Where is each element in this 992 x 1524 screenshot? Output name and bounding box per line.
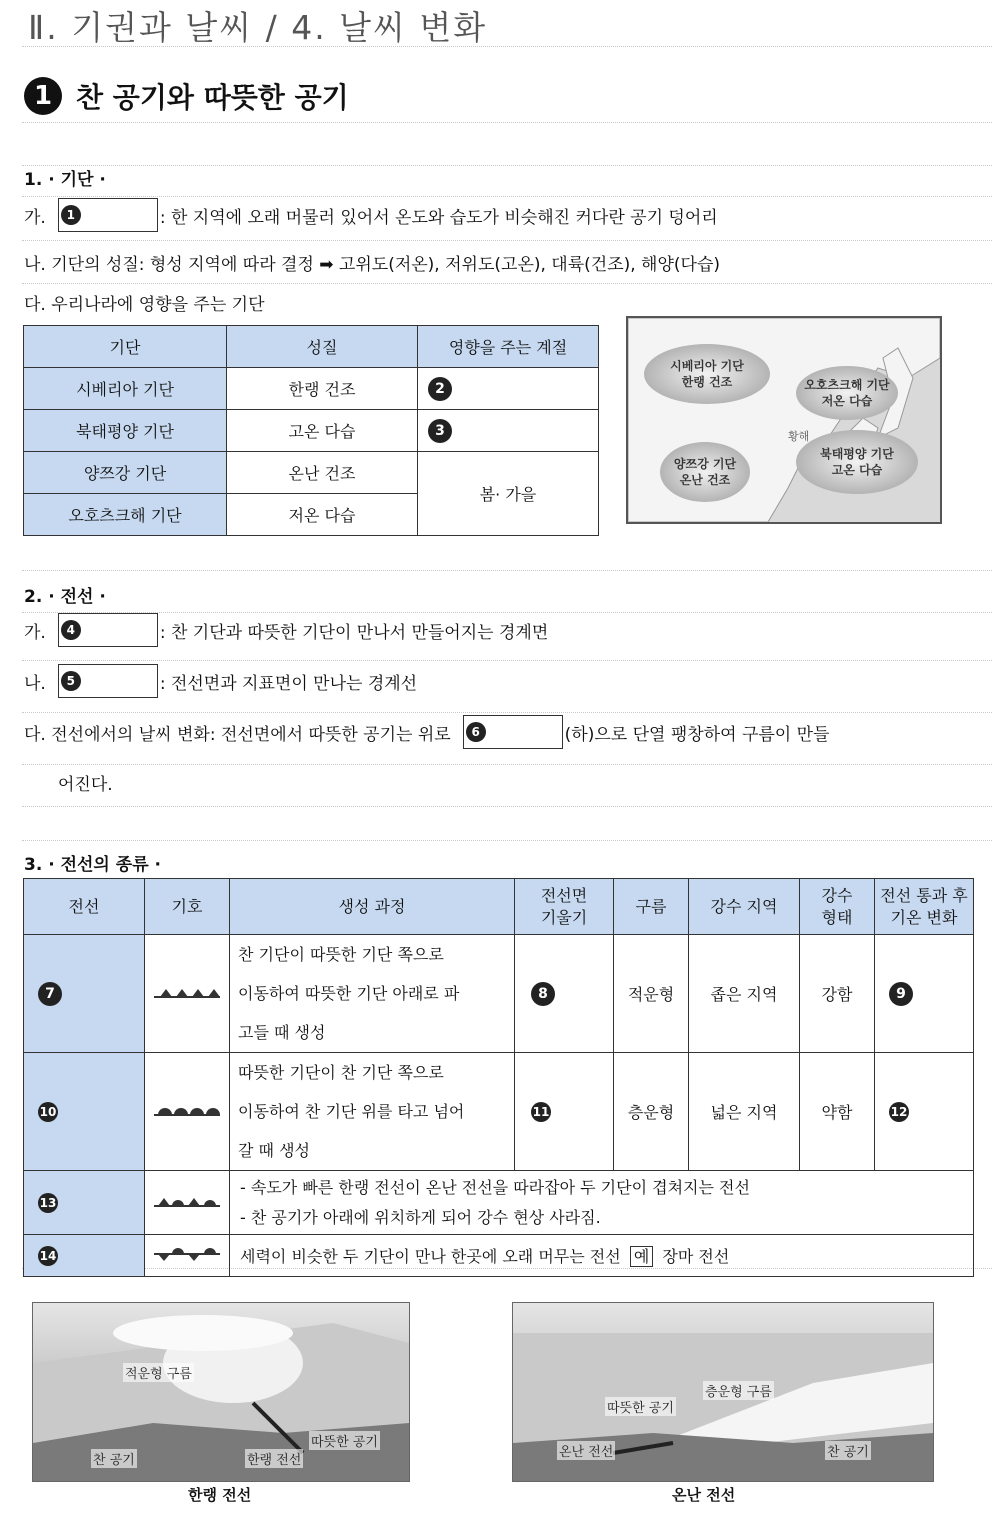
warm-form: 약함 (800, 1053, 875, 1171)
line-a-text: : 한 지역에 오래 머물러 있어서 온도와 습도가 비슷해진 커다란 공기 덩어리 (159, 207, 718, 228)
th-slope (515, 879, 614, 935)
th-form-2: 형태 (821, 907, 853, 927)
cold-front-line-label: 한랭 전선 (245, 1449, 303, 1468)
blank-number-4: 4 (61, 620, 81, 640)
cold-process-line2: 이동하여 따뜻한 기단 아래로 파 (238, 984, 460, 1003)
th-temp (875, 879, 974, 935)
blank-number-12: 12 (889, 1102, 909, 1122)
cold-process-line1: 찬 기단이 따뜻한 기단 쪽으로 (238, 945, 444, 964)
cold-air-label: 찬 공기 (91, 1449, 137, 1468)
air-mass-table (23, 325, 599, 536)
blank-number-7: 7 (38, 982, 62, 1006)
front-occluded-cell[interactable] (24, 1171, 145, 1235)
section2-title: 2. · 전선 · (24, 587, 106, 607)
warm-front-caption: 온난 전선 (672, 1486, 736, 1504)
section1-line-a (24, 198, 718, 232)
airmass-siberia: 시베리아 기단 (24, 368, 227, 410)
section2-line-c (24, 715, 829, 749)
th-form (800, 879, 875, 935)
th-temp-1: 전선 통과 후 (880, 885, 968, 905)
warm-air-label: 따뜻한 공기 (605, 1397, 676, 1416)
warm-cloud-label: 층운형 구름 (703, 1381, 774, 1400)
pacific-prop: 고온 다습 (831, 463, 883, 477)
front-types-table (23, 878, 974, 1277)
warm-front-process (230, 1053, 515, 1171)
siberia-label: 시베리아 기단 (670, 359, 744, 373)
air-mass-map (626, 316, 942, 524)
cold-cloud: 적운형 (614, 935, 689, 1053)
warm-front-icon (152, 1103, 222, 1117)
blank-number-9: 9 (889, 982, 913, 1006)
th-temp-2: 기온 변화 (890, 907, 958, 927)
cold-front-icon (152, 985, 222, 999)
th-airmass: 기단 (24, 326, 227, 368)
occluded-front-desc (230, 1171, 974, 1235)
th-season: 영향을 주는 계절 (418, 326, 599, 368)
th-cloud: 구름 (614, 879, 689, 935)
cold-front-process (230, 935, 515, 1053)
line-2c-prefix: 다. 전선에서의 날씨 변화: 전선면에서 따뜻한 공기는 위로 (24, 724, 451, 745)
line-a-prefix: 가. (24, 207, 46, 228)
cold-process-line3: 고들 때 생성 (238, 1023, 326, 1042)
cold-front-diagram (32, 1302, 410, 1482)
th-property: 성질 (227, 326, 418, 368)
blank-number-10: 10 (38, 1102, 58, 1122)
line-2a-text: : 찬 기단과 따뜻한 기단이 만나서 만들어지는 경계면 (159, 622, 549, 643)
answer-blank-4[interactable] (58, 613, 158, 647)
yangtze-label: 양쯔강 기단 (673, 457, 737, 471)
occluded-line1: - 속도가 빠른 한랭 전선이 온난 전선을 따라잡아 두 기단이 겹쳐지는 전선 (240, 1177, 750, 1197)
okhotsk-prop: 저온 다습 (821, 394, 873, 408)
blank-number-6: 6 (466, 722, 486, 742)
pacific-airmass (796, 430, 918, 494)
warm-temp-cell[interactable] (875, 1053, 974, 1171)
warm-front-diagram (512, 1302, 934, 1482)
answer-blank-1[interactable] (58, 198, 158, 232)
th-area: 강수 지역 (689, 879, 800, 935)
blank-number-14: 14 (38, 1246, 58, 1266)
stationary-front-icon (152, 1246, 222, 1262)
prop-okhotsk: 저온 다습 (227, 494, 418, 536)
warm-process-line3: 갈 때 생성 (238, 1141, 310, 1160)
blank-number-8: 8 (531, 982, 555, 1006)
occluded-front-icon (152, 1194, 222, 1208)
yangtze-airmass (660, 442, 750, 502)
warm-cold-air-label: 찬 공기 (825, 1441, 871, 1460)
cold-slope-cell[interactable] (515, 935, 614, 1053)
stationary-front-desc (230, 1235, 974, 1277)
th-slope-1: 전선면 (540, 885, 588, 905)
occluded-line2: - 찬 공기가 아래에 위치하게 되어 강수 현상 사라짐. (240, 1207, 601, 1227)
th-slope-2: 기울기 (540, 907, 588, 927)
airmass-okhotsk: 오호츠크해 기단 (24, 494, 227, 536)
line-2b-prefix: 나. (24, 673, 46, 694)
blank-number-5: 5 (61, 671, 81, 691)
cold-cloud-label: 적운형 구름 (123, 1363, 194, 1382)
heading-title: 찬 공기와 따뜻한 공기 (76, 81, 349, 114)
th-process: 생성 과정 (230, 879, 515, 935)
section1-line-c: 다. 우리나라에 영향을 주는 기단 (24, 295, 265, 315)
siberia-airmass (644, 344, 770, 404)
section1-line-b: 나. 기단의 성질: 형성 지역에 따라 결정 ➡ 고위도(저온), 저위도(고온), 대륙(건조), 해양(다습) (24, 255, 721, 275)
blank-number-11: 11 (531, 1102, 551, 1122)
warm-front-symbol (145, 1053, 230, 1171)
front-cold-cell[interactable] (24, 935, 145, 1053)
cold-form: 강함 (800, 935, 875, 1053)
answer-blank-5[interactable] (58, 664, 158, 698)
section2-line-c-cont: 어진다. (58, 775, 113, 795)
section2-line-a (24, 613, 548, 647)
siberia-prop: 한랭 건조 (681, 375, 733, 389)
cold-temp-cell[interactable] (875, 935, 974, 1053)
front-stationary-cell[interactable] (24, 1235, 145, 1277)
prop-pacific: 고온 다습 (227, 410, 418, 452)
th-form-1: 강수 (821, 885, 853, 905)
stationary-front-symbol (145, 1235, 230, 1277)
line-2a-prefix: 가. (24, 622, 46, 643)
warm-slope-cell[interactable] (515, 1053, 614, 1171)
heading-number: 1 (24, 77, 62, 115)
cold-front-symbol (145, 935, 230, 1053)
season-pacific[interactable] (418, 410, 599, 452)
blank-number-3: 3 (428, 419, 452, 443)
prop-yangtze: 온난 건조 (227, 452, 418, 494)
section3-title: 3. · 전선의 종류 · (24, 855, 161, 875)
occluded-front-symbol (145, 1171, 230, 1235)
blank-number-2: 2 (428, 377, 452, 401)
th-front: 전선 (24, 879, 145, 935)
yellow-sea-label: 황해 (788, 430, 810, 443)
section1-title: 1. · 기단 · (24, 170, 106, 190)
yangtze-prop: 온난 건조 (679, 473, 731, 487)
prop-siberia: 한랭 건조 (227, 368, 418, 410)
cold-area: 좁은 지역 (689, 935, 800, 1053)
warm-process-line2: 이동하여 찬 기단 위를 타고 넘어 (238, 1102, 465, 1121)
section2-line-b (24, 664, 417, 698)
blank-number-1: 1 (61, 205, 81, 225)
cold-front-illustration-icon (33, 1303, 409, 1481)
page-header: Ⅱ. 기권과 날씨 / 4. 날씨 변화 (28, 8, 488, 47)
stationary-text: 세력이 비슷한 두 기단이 만나 한곳에 오래 머무는 전선 (240, 1247, 621, 1266)
section-heading (24, 76, 349, 116)
season-merged: 봄· 가을 (418, 452, 599, 536)
th-symbol: 기호 (145, 879, 230, 935)
example-badge: 예 (630, 1246, 653, 1267)
line-2b-text: : 전선면과 지표면이 만나는 경계선 (159, 673, 418, 694)
warm-process-line1: 따뜻한 기단이 찬 기단 쪽으로 (238, 1063, 444, 1082)
front-warm-cell[interactable] (24, 1053, 145, 1171)
blank-number-13: 13 (38, 1193, 58, 1213)
airmass-yangtze: 양쯔강 기단 (24, 452, 227, 494)
cold-warm-air-label: 따뜻한 공기 (309, 1431, 380, 1450)
warm-area: 넓은 지역 (689, 1053, 800, 1171)
warm-cloud: 층운형 (614, 1053, 689, 1171)
season-siberia[interactable] (418, 368, 599, 410)
warm-front-line-label: 온난 전선 (557, 1441, 615, 1460)
okhotsk-airmass (796, 366, 898, 420)
airmass-pacific: 북태평양 기단 (24, 410, 227, 452)
stationary-example: 장마 전선 (662, 1247, 730, 1266)
line-2c-suffix: (하)으로 단열 팽창하여 구름이 만들 (564, 724, 830, 745)
cold-front-caption: 한랭 전선 (188, 1486, 252, 1504)
answer-blank-6[interactable] (463, 715, 563, 749)
okhotsk-label: 오호츠크해 기단 (804, 378, 890, 392)
pacific-label: 북태평양 기단 (820, 447, 894, 461)
